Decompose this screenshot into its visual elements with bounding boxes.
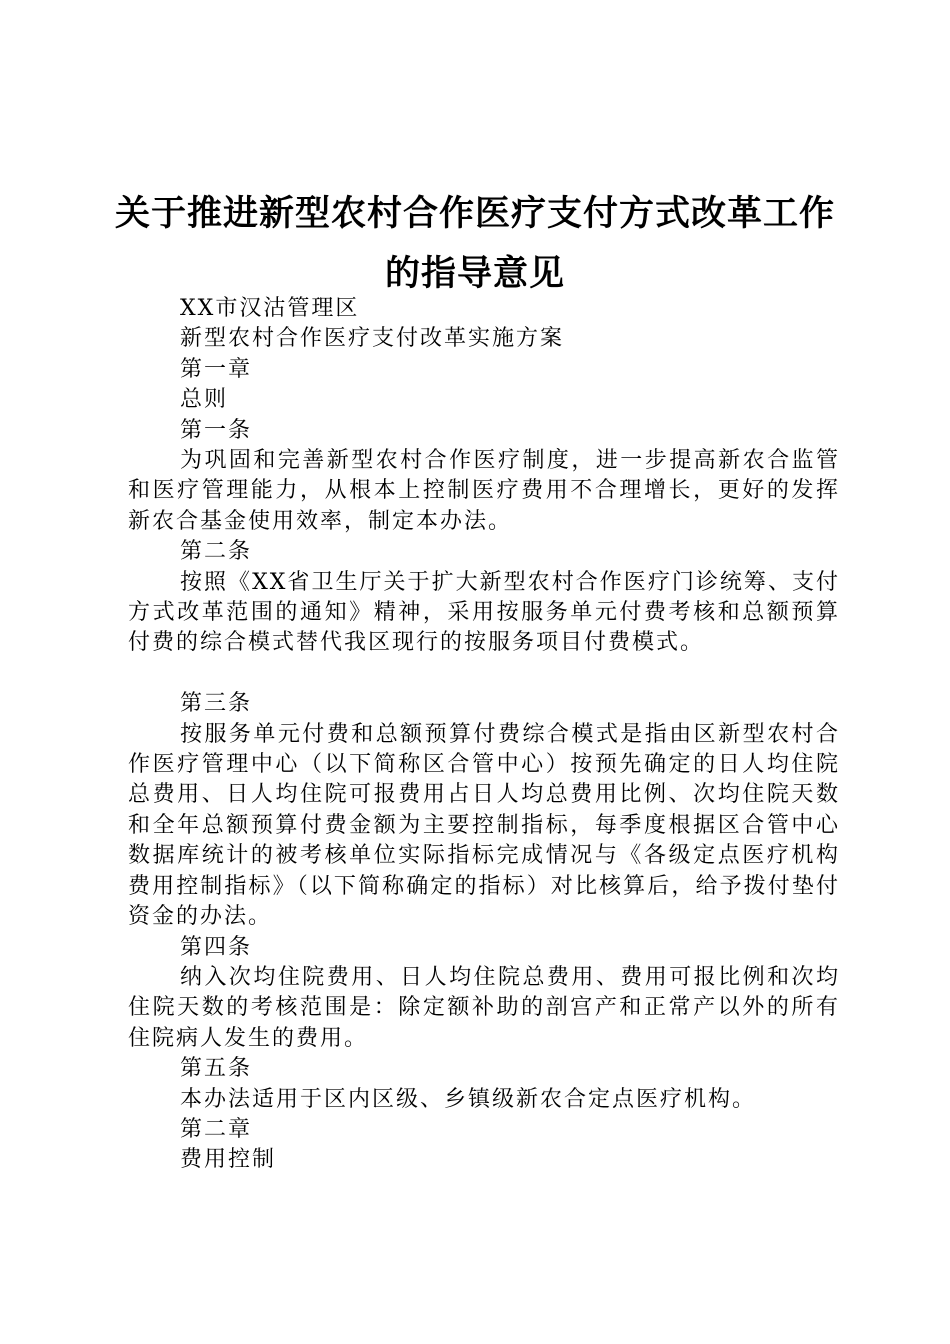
document-body: [128, 294, 840, 1176]
article-heading: 第三条: [180, 691, 253, 717]
article-heading: 第一条: [180, 417, 253, 443]
chapter-heading: 第二章: [180, 1116, 253, 1142]
chapter-title: 总则: [180, 387, 229, 413]
blank-line: [128, 659, 840, 689]
article-heading: 第二条: [180, 539, 253, 565]
article-paragraph: 按照《XX省卫生厅关于扩大新型农村合作医疗门诊统筹、支付方式改革范围的通知》精神，采用按服务单元付费考核和总额预算付费的综合模式替代我区现行的按服务项目付费模式。: [128, 569, 840, 656]
document-title-line-2: 的指导意见: [384, 254, 565, 294]
article-paragraph: 按服务单元付费和总额预算付费综合模式是指由区新型农村合作医疗管理中心（以下简称区合管中心）按预先确定的日人均住院总费用、日人均住院可报费用占日人均总费用比例、次均住院天数和全年总额预算付费金额为主要控制指标，每季度根据区合管中心数据库统计的被考核单位实际指标完成情况与《各级定点医疗机构费用控制指标》（以下简称确定的指标）对比核算后，给予拨付垫付资金的办法。: [128, 721, 840, 930]
article-paragraph: 纳入次均住院费用、日人均住院总费用、费用可报比例和次均住院天数的考核范围是：除定额补助的剖宫产和正常产以外的所有住院病人发生的费用。: [128, 964, 840, 1051]
org-name: XX市汉沽管理区: [180, 296, 360, 321]
article-paragraph: 为巩固和完善新型农村合作医疗制度，进一步提高新农合监管和医疗管理能力，从根本上控制医疗费用不合理增长，更好的发挥新农合基金使用效率，制定本办法。: [128, 448, 840, 534]
plan-title: 新型农村合作医疗支付改革实施方案: [180, 326, 565, 352]
chapter-heading: 第一章: [180, 356, 253, 382]
article-heading: 第五条: [180, 1056, 253, 1082]
chapter-title: 费用控制: [180, 1147, 277, 1173]
article-heading: 第四条: [180, 934, 253, 960]
article-paragraph: 本办法适用于区内区级、乡镇级新农合定点医疗机构。: [180, 1086, 757, 1112]
document-title-line-1: 关于推进新型农村合作医疗支付方式改革工作: [114, 194, 835, 234]
